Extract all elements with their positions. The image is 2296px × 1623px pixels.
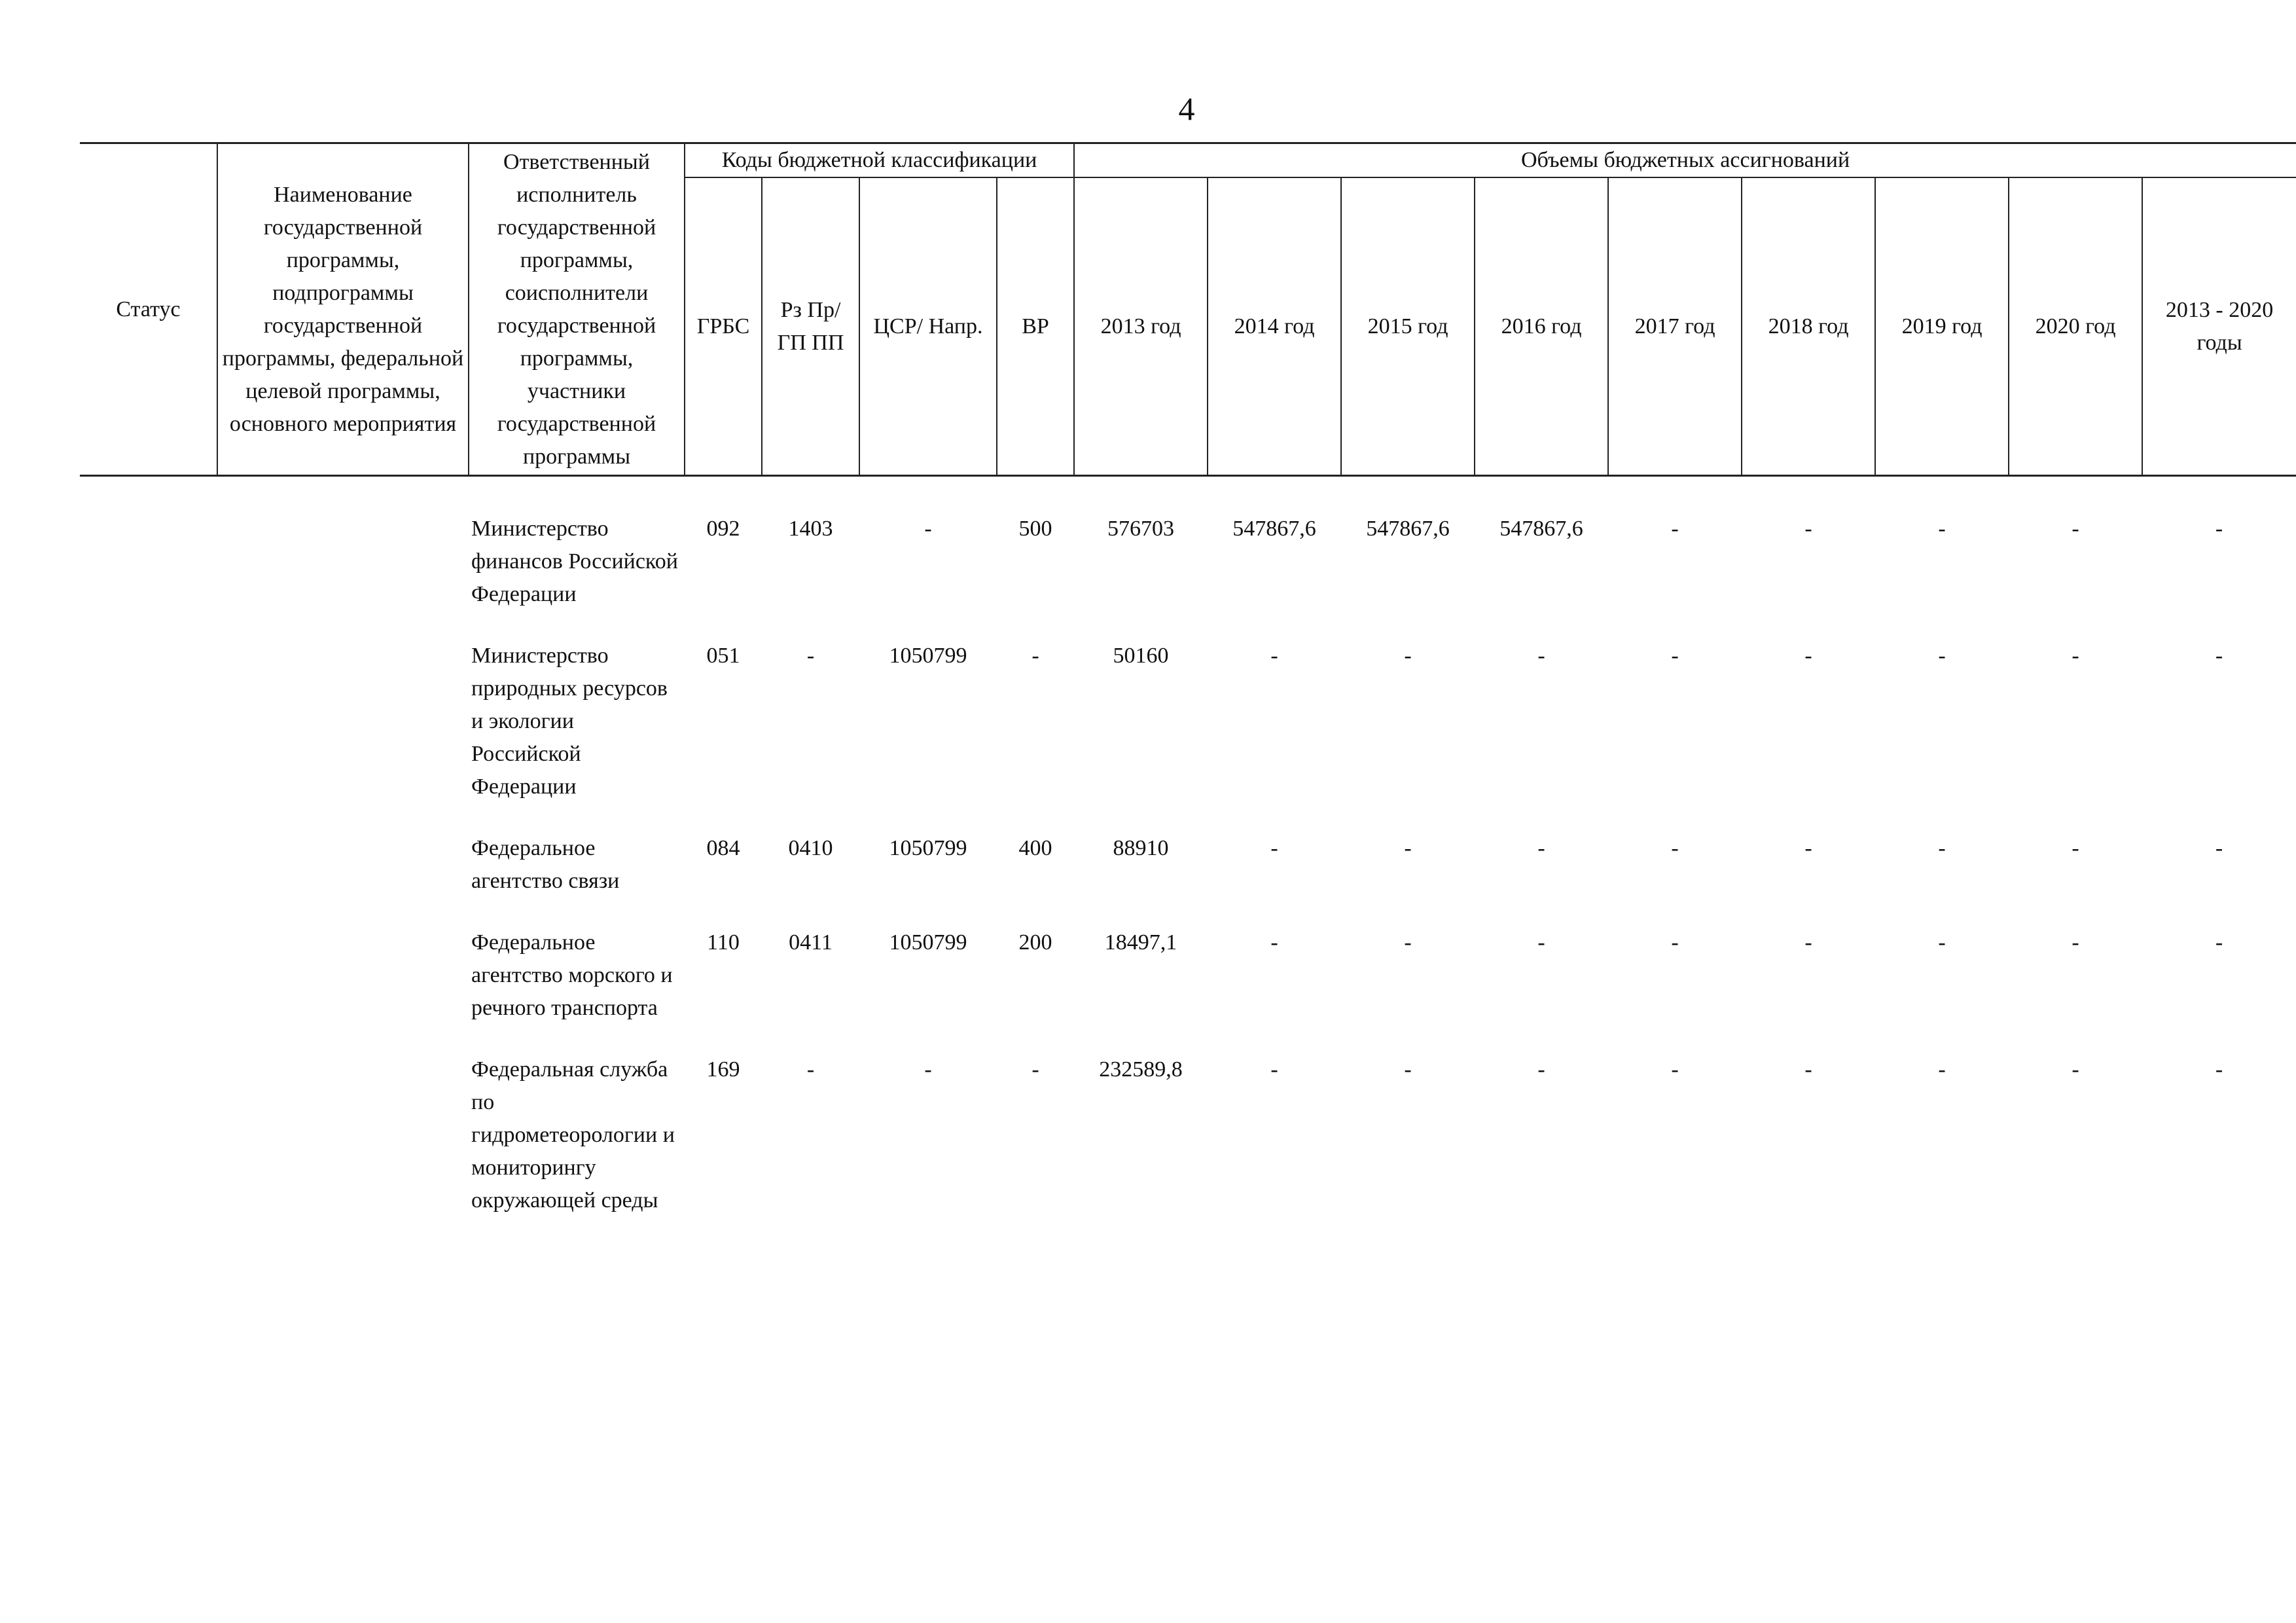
header-2019: 2019 год	[1875, 177, 2009, 476]
header-2014: 2014 год	[1208, 177, 1341, 476]
value-2015-cell: -	[1404, 644, 1412, 668]
value-2017-cell: -	[1671, 1057, 1679, 1082]
value-2020-cell: -	[2072, 517, 2079, 541]
header-2017: 2017 год	[1608, 177, 1742, 476]
value-2019-cell: -	[1938, 930, 1946, 955]
value-total-cell: -	[2215, 836, 2223, 860]
value-2015-cell: -	[1404, 930, 1412, 955]
table-row	[80, 912, 2296, 1039]
value-2013-cell: 88910	[1113, 836, 1169, 860]
grbs-cell: 110	[707, 930, 740, 955]
vr-cell: -	[1031, 1057, 1039, 1082]
rz-pr-cell: 0411	[789, 930, 833, 955]
grbs-cell: 084	[706, 836, 740, 860]
header-total: 2013 - 2020 годы	[2142, 177, 2296, 476]
value-2016-cell: 547867,6	[1499, 517, 1583, 541]
value-2018-cell: -	[1804, 1057, 1812, 1082]
status-cell	[80, 818, 217, 912]
header-rz-pr: Рз Пр/ ГП ПП	[762, 177, 859, 476]
status-cell	[80, 1039, 217, 1231]
grbs-cell: 051	[706, 644, 740, 668]
value-2014-cell: -	[1270, 644, 1278, 668]
value-2014-cell: -	[1270, 1057, 1278, 1082]
grbs-cell: 169	[706, 1057, 740, 1082]
rz-pr-cell: 1403	[788, 517, 833, 541]
csr-cell: 1050799	[889, 836, 967, 860]
header-volumes-group: Объемы бюджетных ассигнований	[1074, 143, 2296, 178]
vr-cell: -	[1031, 644, 1039, 668]
header-2020: 2020 год	[2009, 177, 2142, 476]
table-row	[80, 818, 2296, 912]
vr-cell: 400	[1018, 836, 1052, 860]
value-2013-cell: 50160	[1113, 644, 1169, 668]
value-2017-cell: -	[1671, 644, 1679, 668]
header-csr: ЦСР/ Напр.	[859, 177, 997, 476]
value-2013-cell: 576703	[1107, 517, 1175, 541]
value-2018-cell: -	[1804, 517, 1812, 541]
status-cell	[80, 625, 217, 818]
value-2020-cell: -	[2072, 644, 2079, 668]
program-name-cell	[217, 1039, 469, 1231]
header-2016: 2016 год	[1475, 177, 1608, 476]
value-2020-cell: -	[2072, 836, 2079, 860]
header-status: Статус	[80, 143, 217, 476]
status-cell	[80, 912, 217, 1039]
grbs-cell: 092	[706, 517, 740, 541]
table-row	[80, 625, 2296, 818]
csr-cell: 1050799	[889, 930, 967, 955]
header-grbs: ГРБС	[685, 177, 762, 476]
value-2016-cell: -	[1537, 930, 1545, 955]
vr-cell: 200	[1018, 930, 1052, 955]
rz-pr-cell: -	[806, 644, 815, 668]
value-2019-cell: -	[1938, 644, 1946, 668]
executor-cell: Федеральное агентство связи	[471, 836, 620, 893]
value-2018-cell: -	[1804, 930, 1812, 955]
value-total-cell: -	[2215, 1057, 2223, 1082]
header-2015: 2015 год	[1341, 177, 1475, 476]
value-2017-cell: -	[1671, 836, 1679, 860]
header-codes-group: Коды бюджетной классификации	[685, 143, 1074, 178]
value-2014-cell: -	[1270, 930, 1278, 955]
value-2017-cell: -	[1671, 517, 1679, 541]
vr-cell: 500	[1018, 517, 1052, 541]
table-row	[80, 1039, 2296, 1231]
header-2018: 2018 год	[1742, 177, 1875, 476]
executor-cell: Министерство финансов Российской Федерации	[471, 517, 678, 606]
value-2018-cell: -	[1804, 644, 1812, 668]
header-2013: 2013 год	[1074, 177, 1208, 476]
program-name-cell	[217, 476, 469, 626]
value-2016-cell: -	[1537, 644, 1545, 668]
value-total-cell: -	[2215, 517, 2223, 541]
value-2016-cell: -	[1537, 1057, 1545, 1082]
value-2019-cell: -	[1938, 517, 1946, 541]
value-2015-cell: -	[1404, 836, 1412, 860]
csr-cell: 1050799	[889, 644, 967, 668]
value-2018-cell: -	[1804, 836, 1812, 860]
value-total-cell: -	[2215, 644, 2223, 668]
page-number: 4	[1178, 90, 1195, 127]
header-vr: ВР	[997, 177, 1074, 476]
csr-cell: -	[924, 517, 932, 541]
value-2015-cell: -	[1404, 1057, 1412, 1082]
value-2015-cell: 547867,6	[1366, 517, 1450, 541]
value-2019-cell: -	[1938, 1057, 1946, 1082]
program-name-cell	[217, 625, 469, 818]
executor-cell: Министерство природных ресурсов и экологии Российской Федерации	[471, 644, 668, 799]
table-row	[80, 476, 2296, 626]
value-2013-cell: 232589,8	[1099, 1057, 1183, 1082]
executor-cell: Федеральное агентство морского и речного транспорта	[471, 930, 673, 1020]
value-total-cell: -	[2215, 930, 2223, 955]
value-2019-cell: -	[1938, 836, 1946, 860]
value-2017-cell: -	[1671, 930, 1679, 955]
budget-allocation-table	[80, 142, 2296, 1231]
rz-pr-cell: 0410	[788, 836, 833, 860]
csr-cell: -	[924, 1057, 932, 1082]
program-name-cell	[217, 912, 469, 1039]
value-2014-cell: 547867,6	[1232, 517, 1316, 541]
value-2013-cell: 18497,1	[1104, 930, 1177, 955]
executor-cell: Федеральная служба по гидрометеорологии и мониторингу окружающей среды	[471, 1057, 675, 1213]
status-cell	[80, 476, 217, 626]
value-2014-cell: -	[1270, 836, 1278, 860]
value-2020-cell: -	[2072, 930, 2079, 955]
rz-pr-cell: -	[806, 1057, 815, 1082]
header-executor: Ответственный исполнитель государственной программы, соисполнители государственной программы, участники государственной программы	[469, 143, 685, 476]
program-name-cell	[217, 818, 469, 912]
value-2016-cell: -	[1537, 836, 1545, 860]
header-program-name: Наименование государственной программы, подпрограммы государственной программы, федеральной целевой программы, основного мероприятия	[217, 143, 469, 476]
value-2020-cell: -	[2072, 1057, 2079, 1082]
